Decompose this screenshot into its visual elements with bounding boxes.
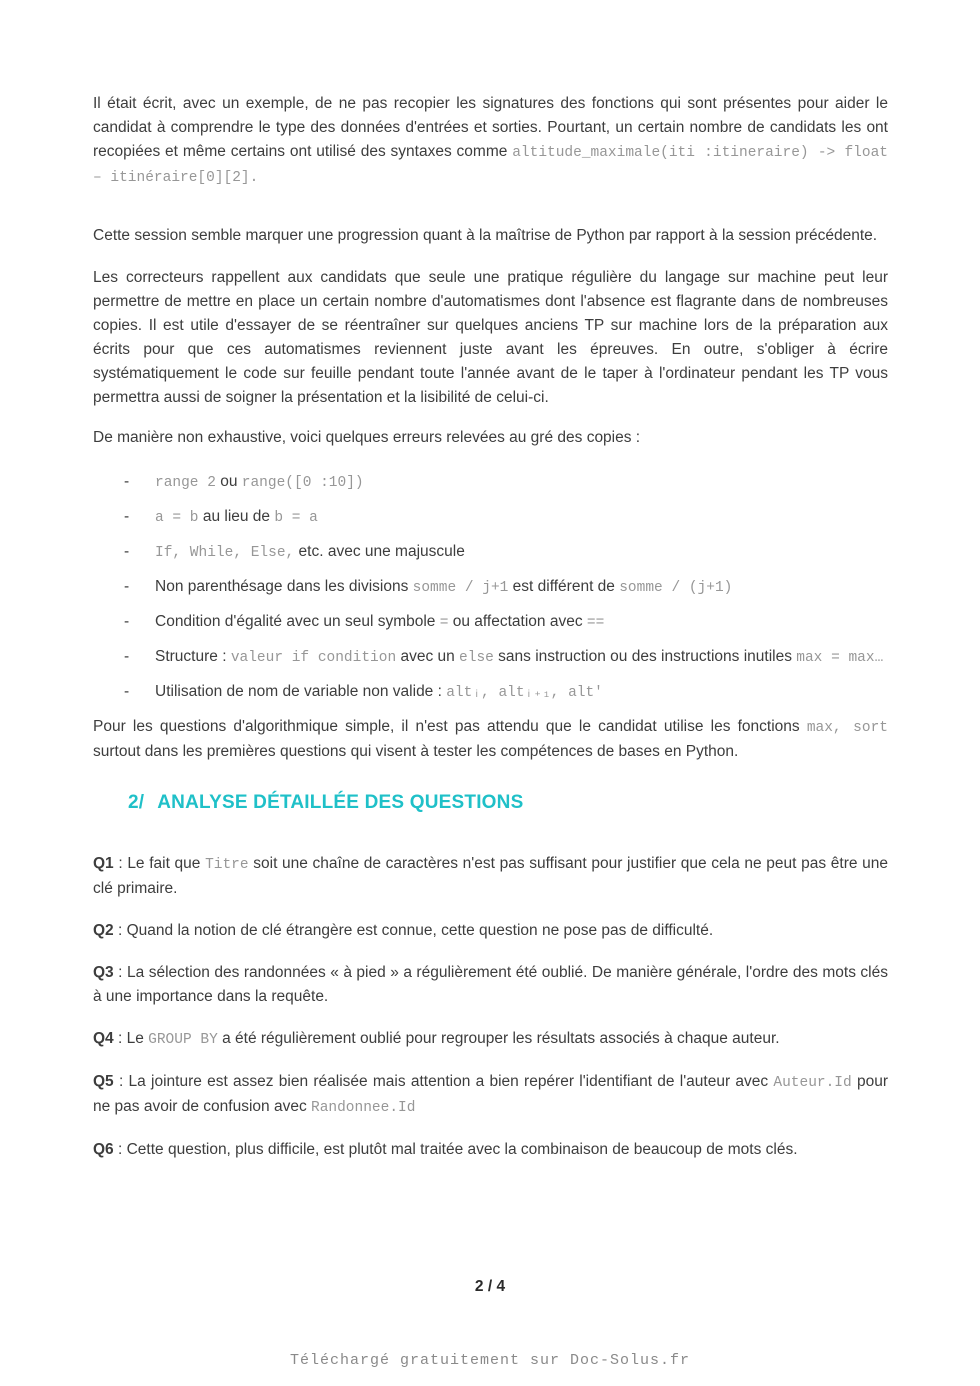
question-label: Q1 [93, 855, 114, 872]
inline-code: valeur if condition [230, 650, 397, 666]
question-text [93, 855, 888, 897]
text-run: Condition d'égalité avec un seul symbole [155, 613, 440, 630]
question-q2 [93, 919, 888, 943]
inline-code: == [586, 615, 605, 631]
text-run: pour ne pas avoir de confusion avec [93, 1073, 888, 1115]
error-item-assignment [93, 505, 888, 530]
inline-code: a = b [155, 510, 199, 526]
inline-code: else [459, 650, 494, 666]
inline-code: If, While, Else, [155, 545, 295, 561]
page-content [93, 92, 897, 1180]
text-run: a été régulièrement oublié pour regrouper les résultats associés à chaque auteur. [217, 1030, 780, 1047]
inline-code: Auteur.Id [773, 1075, 852, 1091]
inline-code: Titre [205, 857, 249, 873]
text-run: surtout dans les premières questions qui visent à tester les compétences de bases en Python. [93, 743, 739, 760]
question-text [114, 1030, 780, 1047]
para-signatures-warning [93, 92, 897, 190]
text-run: avec un [396, 648, 460, 665]
text-run: Utilisation de nom de variable non valide : [155, 683, 447, 700]
text-run: est différent de [508, 578, 620, 595]
inline-code: somme / (j+1) [619, 580, 733, 596]
inline-code: max = max… [796, 650, 884, 666]
inline-code: range 2 [155, 475, 216, 491]
question-q1 [93, 852, 888, 901]
para-simple-algorithmics [93, 715, 888, 764]
inline-code: altᵢ, altᵢ₊₁, alt' [446, 685, 603, 701]
section-title: ANALYSE DÉTAILLÉE DES QUESTIONS [157, 792, 524, 813]
inline-code: GROUP BY [148, 1032, 218, 1048]
question-label: Q4 [93, 1030, 114, 1047]
errors-list [93, 470, 888, 705]
error-item-parentheses [93, 575, 888, 600]
inline-code: Randonnee.Id [311, 1100, 416, 1116]
text-run: au lieu de [198, 508, 275, 525]
inline-code: altitude_maximale(iti :itineraire) -> float – itinéraire[0][2]. [93, 145, 897, 186]
text-run: soit une chaîne de caractères n'est pas suffisant pour justifier que cela ne peut pas être une clé primaire. [93, 855, 888, 897]
text-run: Cette session semble marquer une progression quant à la maîtrise de Python par rapport à la session précédente. [93, 227, 878, 244]
section-number: 2/ [128, 792, 145, 813]
para-correcteurs-advice [93, 266, 888, 410]
question-q4 [93, 1027, 888, 1052]
text-run: : Le fait que [113, 855, 206, 872]
text-run: : Le [113, 1030, 149, 1047]
question-label: Q2 [93, 922, 114, 939]
text-run: Structure : [155, 648, 231, 665]
error-item-equality [93, 610, 888, 635]
text-run: : Quand la notion de clé étrangère est connue, cette question ne pose pas de difficulté. [113, 922, 714, 939]
question-q3 [93, 961, 888, 1009]
text-run: Les correcteurs rappellent aux candidats que seule une pratique régulière du langage sur machine peut leur permettre de mettre en place un certain nombre d'automatismes dont l'absence est flagrante dans de nombreuses copies. Il est utile d'essayer de se réentraîner sur quelques anciens TP sur machine lors de la préparation aux écrits pour que ces automatismes reviennent juste avant les épreuves. En outre, s'obliger à écrire systématiquement le code sur feuille pendant toute l'année avant de le taper à l'ordinateur pendant les TP vous permettra aussi de soigner la présentation et la lisibilité de celui-ci. [93, 269, 888, 406]
text-run: : La sélection des randonnées « à pied » a régulièrement été oublié. De manière générale, l'ordre des mots clés à une importance dans la requête. [93, 964, 888, 1005]
text-run: Non parenthésage dans les divisions [155, 578, 413, 595]
inline-code: somme / j+1 [412, 580, 509, 596]
error-item-variable-names [93, 680, 888, 705]
watermark-text: Téléchargé gratuitement sur Doc-Solus.fr [289, 1352, 691, 1369]
question-q6 [93, 1138, 888, 1162]
question-label: Q3 [93, 964, 114, 981]
page-number: 2 / 4 [474, 1278, 506, 1295]
text-run: Il était écrit, avec un exemple, de ne pas recopier les signatures des fonctions qui sont présentes pour aider le candidat à comprendre le type des données d'entrées et sorties. Pourtant, un certain nombre de candidats les ont recopiées et même certains ont utilisé des syntaxes comme [93, 95, 888, 160]
inline-code: b = a [274, 510, 318, 526]
error-item-capitals [93, 540, 888, 565]
question-q5 [93, 1070, 888, 1120]
inline-code: = [439, 615, 449, 631]
question-label: Q5 [93, 1073, 114, 1090]
error-item-structure [93, 645, 888, 670]
para-session-progression [93, 224, 888, 248]
para-errors-intro [93, 426, 888, 450]
question-text [114, 922, 713, 939]
question-text [93, 1073, 888, 1115]
question-text [93, 964, 888, 1005]
text-run: sans instruction ou des instructions inutiles [493, 648, 797, 665]
inline-code: range([0 :10]) [241, 475, 364, 491]
text-run: etc. avec une majuscule [294, 543, 465, 560]
inline-code: max, sort [806, 720, 888, 736]
question-label: Q6 [93, 1141, 114, 1158]
text-run: : Cette question, plus difficile, est plutôt mal traitée avec la combinaison de beaucoup de mots clés. [113, 1141, 798, 1158]
section-heading-analyse [93, 790, 888, 816]
text-run: De manière non exhaustive, voici quelques erreurs relevées au gré des copies : [93, 429, 641, 446]
error-item-range [93, 470, 888, 495]
text-run: ou affectation avec [448, 613, 587, 630]
text-run: : La jointure est assez bien réalisée mais attention a bien repérer l'identifiant de l'auteur avec [113, 1073, 774, 1090]
question-text [114, 1141, 798, 1158]
text-run: ou [215, 473, 242, 490]
text-run: Pour les questions d'algorithmique simple, il n'est pas attendu que le candidat utilise les fonctions [93, 718, 807, 735]
